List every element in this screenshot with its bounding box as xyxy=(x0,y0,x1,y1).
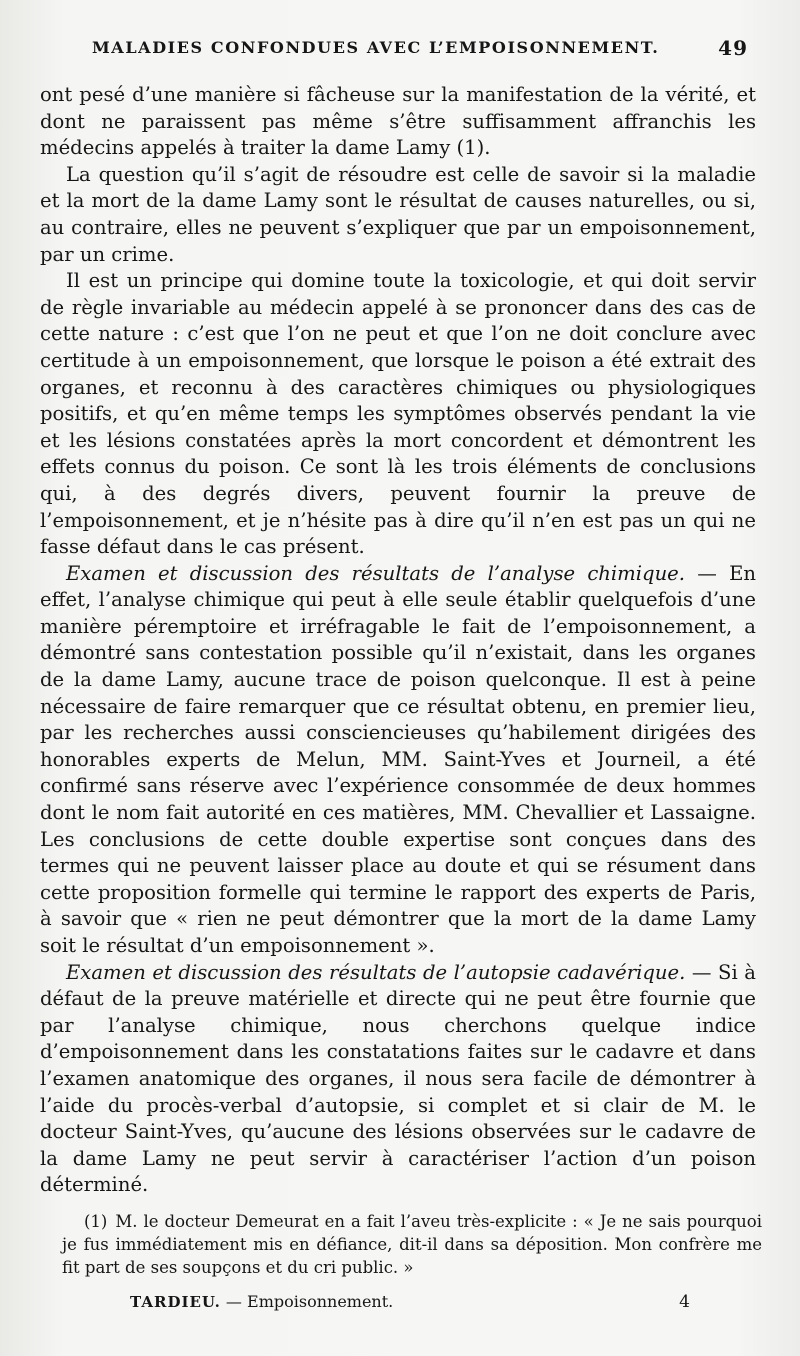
section-heading-chemical-analysis: Examen et discussion des résultats de l’analyse chimique. xyxy=(66,561,686,585)
page-number: 49 xyxy=(718,36,748,60)
paragraph-continuation: ont pesé d’une manière si fâcheuse sur la manifestation de la vérité, et dont ne paraissent pas même s’être suffisamment affranchis les médecins appelés à traiter la dame Lamy (1). xyxy=(40,83,756,160)
section-text-autopsy: — Si à défaut de la preuve matérielle et directe qui ne peut être fournie que par l’analyse chimique, nous cherchons quelque indice d’empoisonnement dans les constatations faites sur le cadavre et dans l’examen anatomique des organes, il nous sera facile de démontrer à l’aide du procès-verbal d’autopsie, si complet et si clair de M. le docteur Saint-Yves, qu’aucune des lésions observées sur le cadavre de la dame Lamy ne peut servir à caractériser l’action d’un poison déterminé. xyxy=(40,960,756,1197)
section-heading-autopsy: Examen et discussion des résultats de l’autopsie cadavérique. xyxy=(66,960,686,984)
signature-mark: 4 xyxy=(679,1292,690,1312)
footnote xyxy=(62,1210,762,1279)
footnote-marker: (1) xyxy=(84,1212,108,1231)
footnote-text: M. le docteur Demeurat en a fait l’aveu très-explicite : « Je ne sais pourquoi je fus immédiatement mis en défiance, dit-il dans sa déposition. Mon confrère me fit part de ses soupçons et du cri public. » xyxy=(62,1212,762,1277)
footer-title: — Empoisonnement. xyxy=(220,1292,394,1311)
paragraph-autopsy xyxy=(40,960,756,1199)
running-title: MALADIES CONFONDUES AVEC L’EMPOISONNEMENT. xyxy=(92,38,660,57)
main-text xyxy=(40,82,756,1199)
paragraph-chemical-analysis xyxy=(40,561,756,960)
running-header xyxy=(88,36,748,64)
paragraph-question: La question qu’il s’agit de résoudre est celle de savoir si la maladie et la mort de la dame Lamy sont le résultat de causes naturelles, ou si, au contraire, elles ne peuvent s’expliquer que par un empoisonnement, par un crime. xyxy=(40,162,756,266)
footer-author: TARDIEU. xyxy=(130,1293,221,1311)
paragraph-principle: Il est un principe qui domine toute la toxicologie, et qui doit servir de règle invariable au médecin appelé à se prononcer dans des cas de cette nature : c’est que l’on ne peut et que l’on ne doit conclure avec certitude à un empoisonnement, que lorsque le poison a été extrait des organes, et reconnu à des caractères chimiques ou physiologiques positifs, et qu’en même temps les symptômes observés pendant la vie et les lésions constatées après la mort concordent et démontrent les effets connus du poison. Ce sont là les trois éléments de conclusions qui, à des degrés divers, peuvent fournir la preuve de l’empoisonnement, et je n’hésite pas à dire qu’il n’en est pas un qui ne fasse défaut dans le cas présent. xyxy=(40,269,756,559)
signature-footer xyxy=(130,1292,690,1311)
section-text-chemical-analysis: — En effet, l’analyse chimique qui peut à elle seule établir quelquefois d’une manière péremptoire et irréfragable le fait de l’empoisonnement, a démontré sans contestation possible qu’il n’existait, dans les organes de la dame Lamy, aucune trace de poison quelconque. Il est à peine nécessaire de faire remarquer que ce résultat obtenu, en premier lieu, par les recherches aussi consciencieuses qu’habilement dirigées des honorables experts de Melun, MM. Saint-Yves et Journeil, a été confirmé sans réserve avec l’expérience consommée de deux hommes dont le nom fait autorité en ces matières, MM. Chevallier et Lassaigne. Les conclusions de cette double expertise sont conçues dans des termes qui ne peuvent laisser place au doute et qui se résument dans cette proposition formelle qui termine le rapport des experts de Paris, à savoir que « rien ne peut démontrer que la mort de la dame Lamy soit le résultat d’un empoisonnement ». xyxy=(40,561,756,957)
